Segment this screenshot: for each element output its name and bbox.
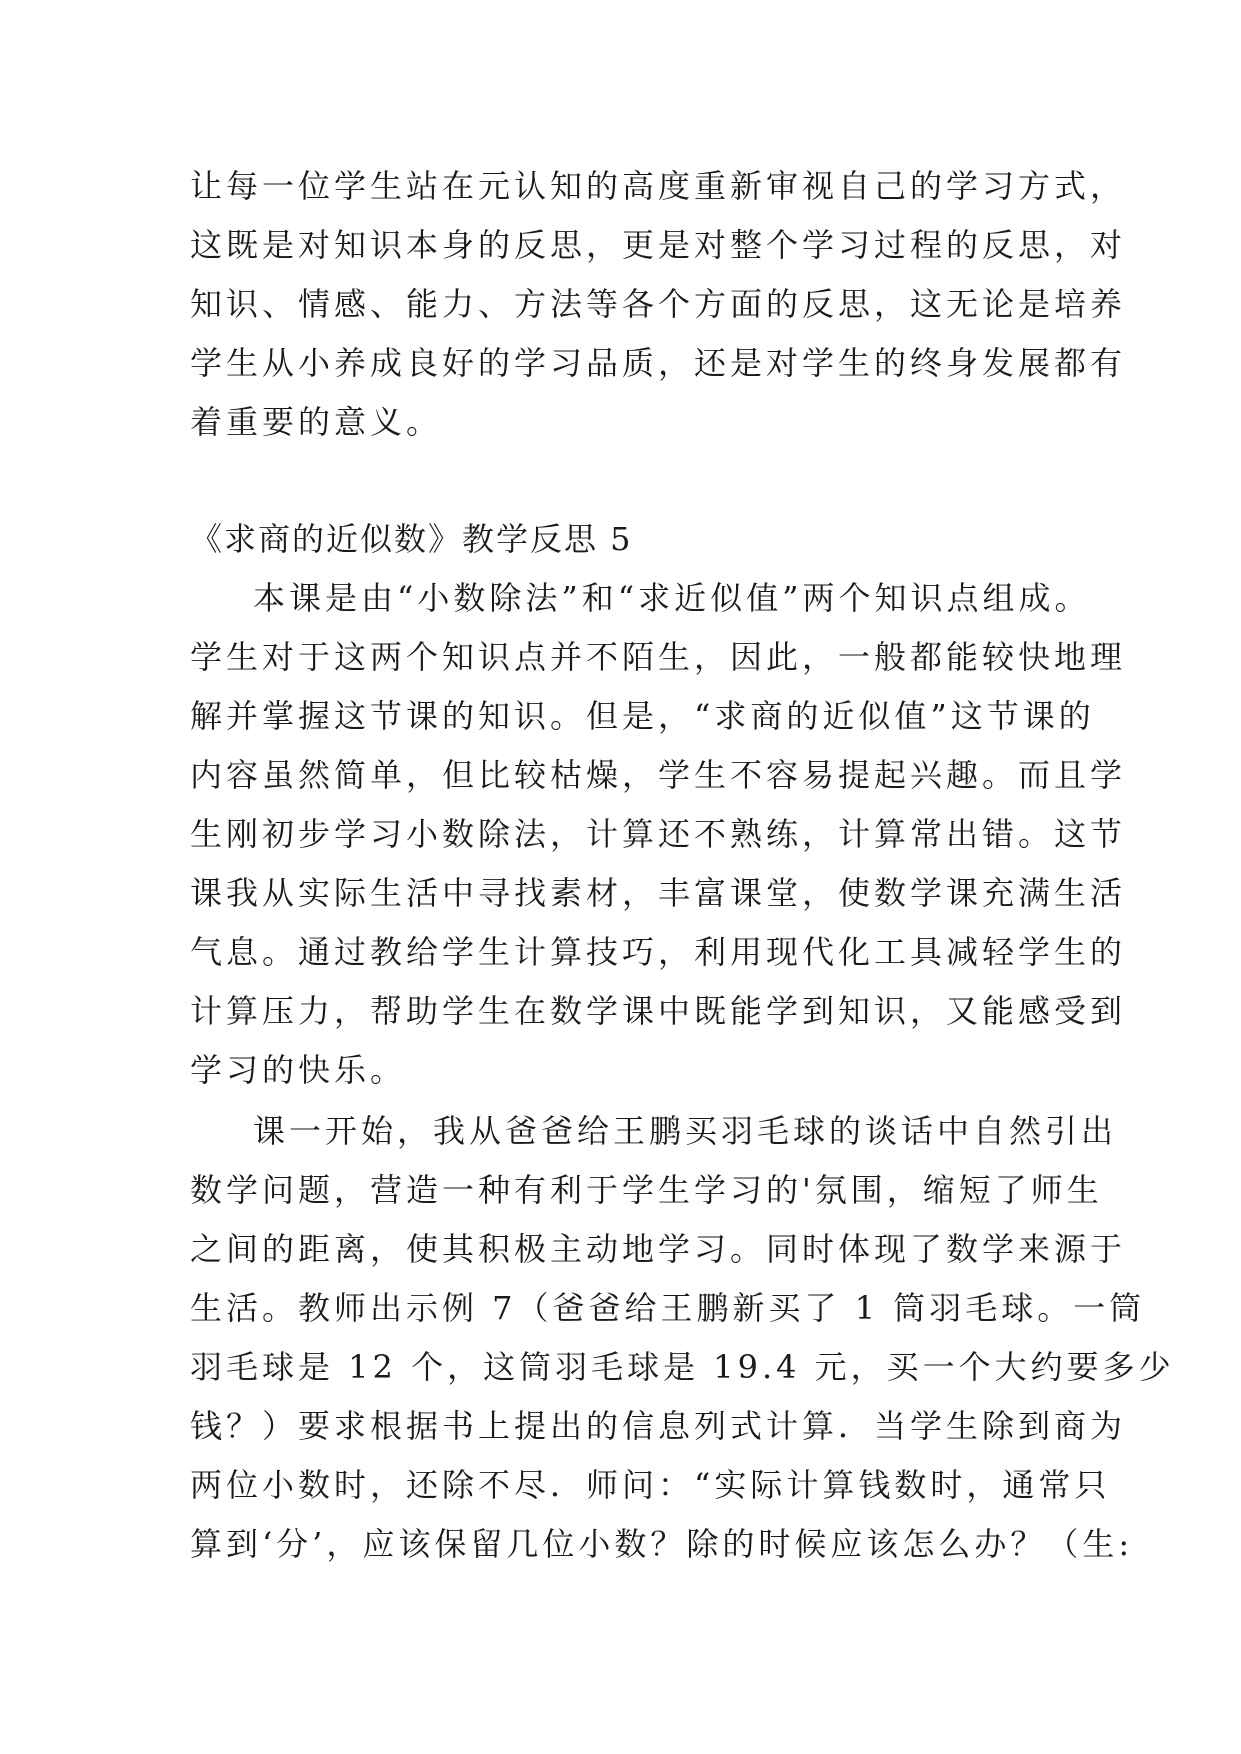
text-line: 数学问题，营造一种有利于学生学习的'氛围，缩短了师生 <box>190 1171 1103 1209</box>
text-line: 课我从实际生活中寻找素材，丰富课堂，使数学课充满生活 <box>190 874 1127 912</box>
text-line: 之间的距离，使其积极主动地学习。同时体现了数学来源于 <box>190 1230 1127 1268</box>
text-line: 课一开始，我从爸爸给王鹏买羽毛球的谈话中自然引出 <box>253 1112 1118 1150</box>
text-line: 学生从小养成良好的学习品质，还是对学生的终身发展都有 <box>190 344 1127 382</box>
text-line: 气息。通过教给学生计算技巧，利用现代化工具减轻学生的 <box>190 933 1127 971</box>
section-heading: 《求商的近似数》教学反思 5 <box>190 520 633 558</box>
text-line: 解并掌握这节课的知识。但是，“求商的近似值”这节课的 <box>190 697 1095 735</box>
text-line: 羽毛球是 12 个，这筒羽毛球是 19.4 元，买一个大约要多少 <box>190 1348 1175 1386</box>
text-line: 让每一位学生站在元认知的高度重新审视自己的学习方式， <box>190 167 1127 205</box>
text-line: 学习的快乐。 <box>190 1051 407 1089</box>
text-line: 学生对于这两个知识点并不陌生，因此，一般都能较快地理 <box>190 638 1127 676</box>
text-line: 钱？）要求根据书上提出的信息列式计算．当学生除到商为 <box>190 1407 1127 1445</box>
text-line: 着重要的意义。 <box>190 403 443 441</box>
text-line: 内容虽然简单，但比较枯燥，学生不容易提起兴趣。而且学 <box>190 756 1127 794</box>
text-line: 本课是由“小数除法”和“求近似值”两个知识点组成。 <box>253 579 1091 617</box>
text-line: 生活。教师出示例 7（爸爸给王鹏新买了 1 筒羽毛球。一筒 <box>190 1289 1146 1327</box>
text-line: 计算压力，帮助学生在数学课中既能学到知识，又能感受到 <box>190 992 1127 1030</box>
text-line: 算到‘分’，应该保留几位小数？除的时候应该怎么办？（生: <box>190 1525 1134 1563</box>
text-line: 两位小数时，还除不尽．师问：“实际计算钱数时，通常只 <box>190 1466 1111 1504</box>
text-line: 生刚初步学习小数除法，计算还不熟练，计算常出错。这节 <box>190 815 1127 853</box>
text-line: 这既是对知识本身的反思，更是对整个学习过程的反思，对 <box>190 226 1127 264</box>
text-line: 知识、情感、能力、方法等各个方面的反思，这无论是培养 <box>190 285 1127 323</box>
